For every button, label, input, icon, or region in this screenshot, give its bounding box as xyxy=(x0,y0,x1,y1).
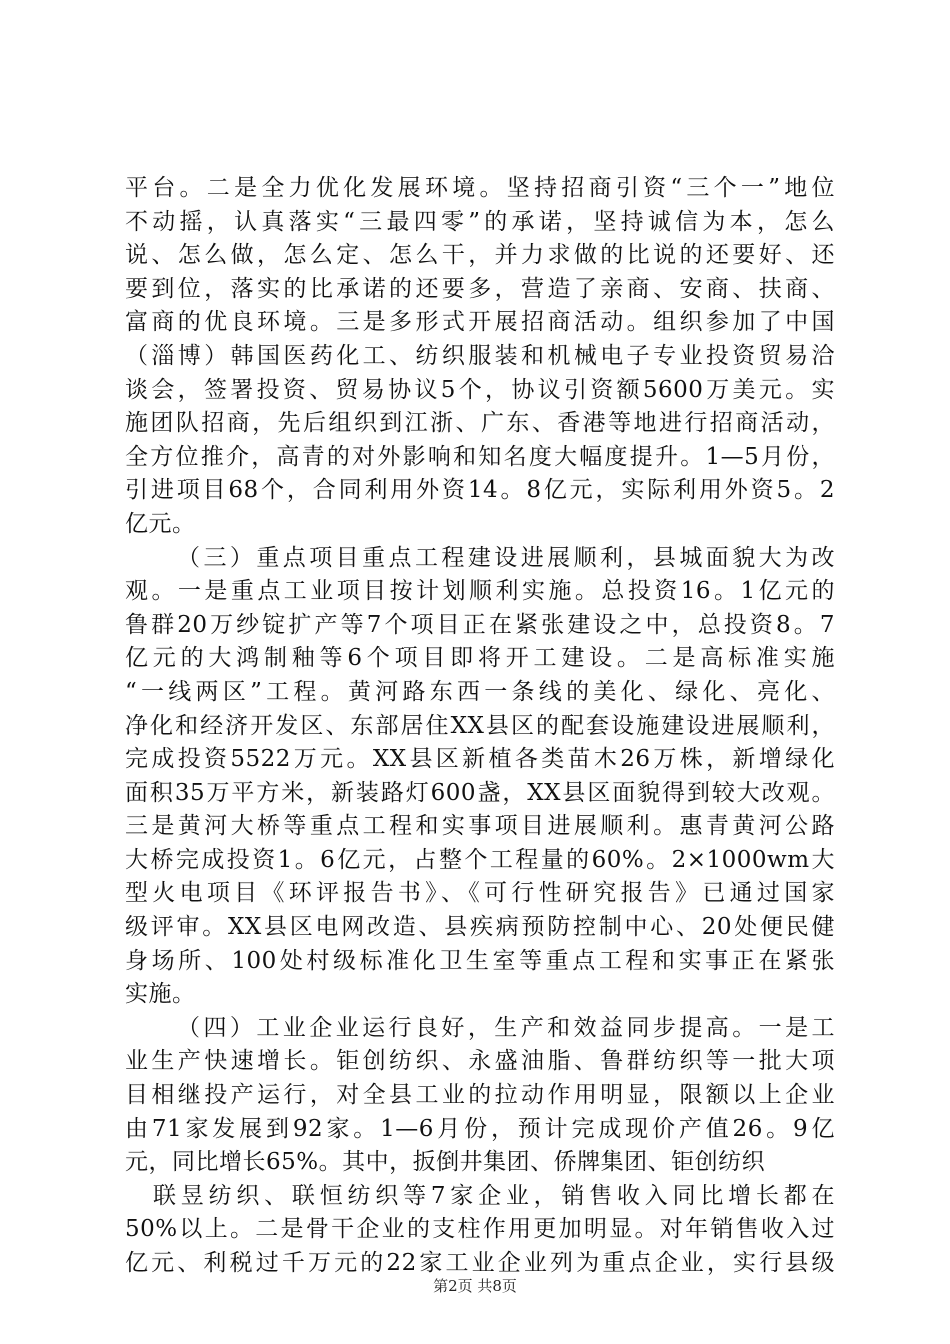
text-line: 联昱纺织、联恒纺织等7家企业，销售收入同比增长都在 xyxy=(153,1182,835,1209)
text-line: 全方位推介，高青的对外影响和知名度大幅度提升。1—5月份， xyxy=(125,443,835,470)
text-line: 完成投资5522万元。XX县区新植各类苗木26万株，新增绿化 xyxy=(125,746,835,773)
text-line: 大桥完成投资1。6亿元，占整个工程量的60%。2×1000wm大 xyxy=(125,846,835,873)
text-line: 50%以上。二是骨干企业的支柱作用更加明显。对年销售收入过 xyxy=(125,1216,835,1243)
text-line: 观。一是重点工业项目按计划顺利实施。总投资16。1亿元的 xyxy=(125,578,835,605)
text-line: （三）重点项目重点工程建设进展顺利，县城面貌大为改 xyxy=(177,544,835,571)
text-line: “一线两区”工程。黄河路东西一条线的美化、绿化、亮化、 xyxy=(125,678,835,705)
text-line: 亿元的大鸿制釉等6个项目即将开工建设。二是高标准实施 xyxy=(125,645,835,672)
text-line: 三是黄河大桥等重点工程和实事项目进展顺利。惠青黄河公路 xyxy=(125,813,835,840)
text-line: 不动摇，认真落实“三最四零”的承诺，坚持诚信为本，怎么 xyxy=(125,208,835,235)
text-line: 引进项目68个，合同利用外资14。8亿元，实际利用外资5。2 xyxy=(125,477,835,504)
text-line: 目相继投产运行，对全县工业的拉动作用明显，限额以上企业 xyxy=(125,1082,835,1109)
text-line: 级评审。XX县区电网改造、县疾病预防控制中心、20处便民健 xyxy=(125,914,835,941)
text-line: 谈会，签署投资、贸易协议5个，协议引资额5600万美元。实 xyxy=(125,376,835,403)
text-line: 亿元。 xyxy=(125,510,196,537)
page-footer: 第2页 共8页 xyxy=(433,1277,517,1295)
text-line: 净化和经济开发区、东部居住XX县区的配套设施建设进展顺利， xyxy=(125,712,835,739)
text-line: 业生产快速增长。钜创纺织、永盛油脂、鲁群纺织等一批大项 xyxy=(125,1048,835,1075)
text-line: 说、怎么做，怎么定、怎么干，并力求做的比说的还要好、还 xyxy=(125,242,835,269)
text-line: 富商的优良环境。三是多形式开展招商活动。组织参加了中国 xyxy=(125,309,835,336)
text-line: 由71家发展到92家。1—6月份，预计完成现价产值26。9亿 xyxy=(125,1115,835,1142)
text-line: 鲁群20万纱锭扩产等7个项目正在紧张建设之中，总投资8。7 xyxy=(125,611,835,638)
body-text xyxy=(125,172,835,1281)
text-line: 身场所、100处村级标准化卫生室等重点工程和实事正在紧张 xyxy=(125,947,835,974)
text-line: （淄博）韩国医药化工、纺织服装和机械电子专业投资贸易洽 xyxy=(125,342,835,369)
text-line: 亿元、利税过千万元的22家工业企业列为重点企业，实行县级 xyxy=(125,1250,835,1276)
text-line: 实施。 xyxy=(125,981,196,1008)
text-line: 要到位，落实的比承诺的还要多，营造了亲商、安商、扶商、 xyxy=(125,275,835,302)
text-line: 施团队招商，先后组织到江浙、广东、香港等地进行招商活动， xyxy=(125,410,835,437)
text-line: 面积35万平方米，新装路灯600盏，XX县区面貌得到较大改观。 xyxy=(125,779,835,806)
text-line: 元，同比增长65%。其中，扳倒井集团、侨牌集团、钜创纺织 xyxy=(125,1149,766,1176)
text-line: 平台。二是全力优化发展环境。坚持招商引资“三个一”地位 xyxy=(125,175,835,201)
text-line: 型火电项目《环评报告书》、《可行性研究报告》已通过国家 xyxy=(125,880,835,907)
text-line: （四）工业企业运行良好，生产和效益同步提高。一是工 xyxy=(177,1014,835,1041)
